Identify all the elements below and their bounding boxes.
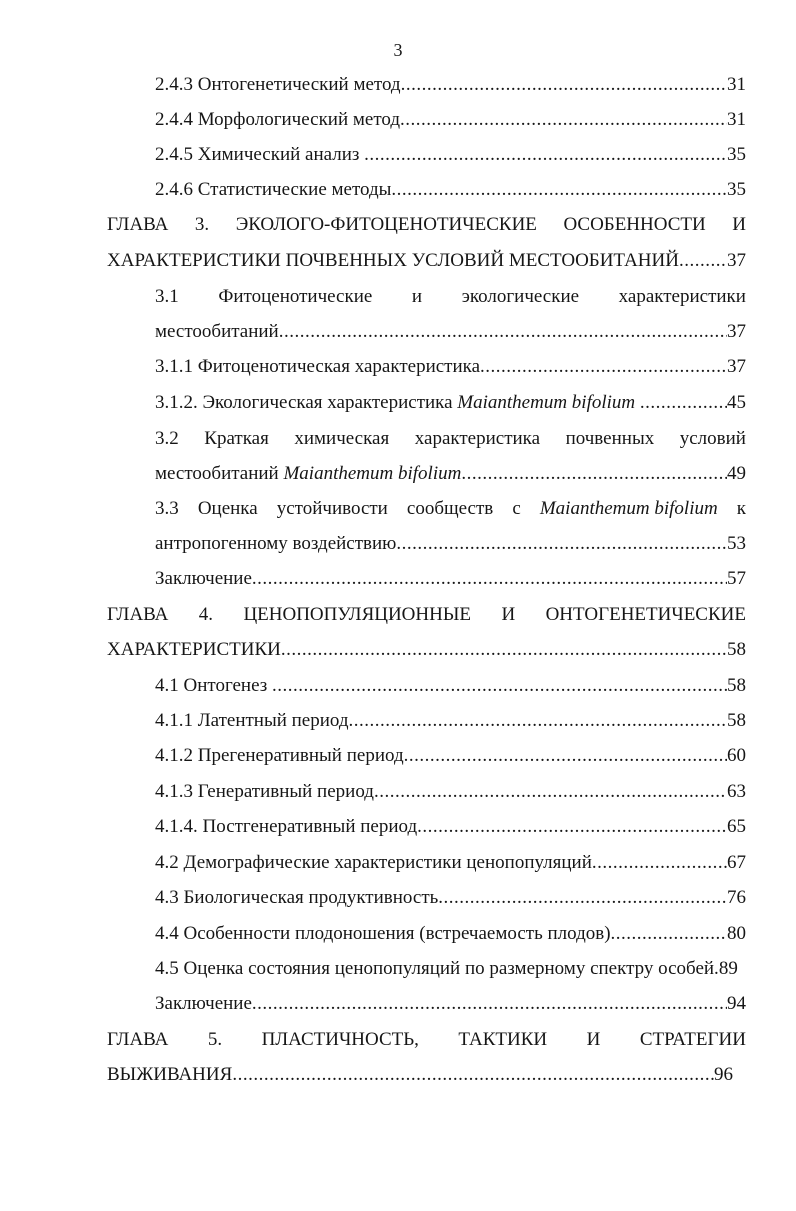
toc-chapter-4-continuation <box>107 637 746 663</box>
word: и <box>411 286 423 307</box>
dot-leader <box>640 390 727 416</box>
word: условий <box>679 428 746 449</box>
word: ОСОБЕННОСТИ <box>563 214 706 235</box>
toc-entry-page: 35 <box>727 144 746 165</box>
toc-entry-page: 58 <box>727 710 746 731</box>
word: И <box>586 1029 601 1050</box>
toc-entry-page: 80 <box>727 923 746 944</box>
toc-entry-title: 2.4.5 Химический анализ <box>155 144 365 165</box>
toc-entry-title: 4.3 Биологическая продуктивность <box>155 887 439 908</box>
word: 3.2 <box>155 428 179 449</box>
dot-leader <box>400 107 727 133</box>
toc-entry-2-4-5 <box>155 142 746 168</box>
toc-entry-4-4 <box>155 921 746 947</box>
species-name: Maianthemum bifolium <box>539 498 718 519</box>
word: 3.3 <box>155 498 179 519</box>
word: СТРАТЕГИИ <box>639 1029 746 1050</box>
dot-leader <box>461 461 727 487</box>
word: ЭКОЛОГО-ФИТОЦЕНОТИЧЕСКИЕ <box>235 214 537 235</box>
toc-entry-page: 31 <box>727 109 746 130</box>
dot-leader <box>281 637 727 663</box>
word: 3.1 <box>155 286 179 307</box>
toc-entry-3-1-2 <box>155 390 746 416</box>
toc-entry-3-2-continuation <box>155 461 746 487</box>
toc-entry-title: антропогенному воздействию <box>155 533 397 554</box>
toc-entry-title: 3.1.1 Фитоценотическая характеристика <box>155 356 481 377</box>
toc-entry-page: 45 <box>727 392 746 413</box>
word: почвенных <box>565 428 655 449</box>
toc-entry-3-1-continuation <box>155 319 746 345</box>
toc-entry-4-2 <box>155 850 746 876</box>
toc-entry-3-2 <box>155 426 746 452</box>
dot-leader <box>396 531 727 557</box>
toc-entry-page: 37 <box>727 356 746 377</box>
dot-leader <box>272 673 727 699</box>
toc-entry-title: 2.4.6 Статистические методы <box>155 179 392 200</box>
toc-entry-4-1 <box>155 673 746 699</box>
dot-leader <box>401 72 727 98</box>
species-name: Maianthemum bifolium <box>457 392 636 413</box>
word: Краткая <box>204 428 269 449</box>
toc-entry-page: 76 <box>727 887 746 908</box>
toc-entry-3-1-1 <box>155 354 746 380</box>
toc-entry-page: 96 <box>714 1064 733 1085</box>
toc-entry-title: 4.2 Демографические характеристики ценопопуляций <box>155 852 592 873</box>
toc-entry-3-3-continuation <box>155 531 746 557</box>
word: сообществ <box>406 498 494 519</box>
toc-entry-title: 4.1.3 Генеративный период <box>155 781 374 802</box>
word: И <box>732 214 746 235</box>
toc-entry-2-4-3 <box>155 72 746 98</box>
toc-entry-title: 4.1.4. Постгенеративный период <box>155 816 418 837</box>
toc-entry-title: 4.5 Оценка состояния ценопопуляций по размерному спектру особей. <box>155 958 719 979</box>
toc-entry-4-1-1 <box>155 708 746 734</box>
dot-leader <box>611 921 727 947</box>
toc-entry-page: 53 <box>727 533 746 554</box>
toc-entry-page: 57 <box>727 568 746 589</box>
word: ГЛАВА <box>107 604 169 625</box>
toc-entry-title: 2.4.4 Морфологический метод <box>155 109 401 130</box>
word: ПЛАСТИЧНОСТЬ, <box>261 1029 419 1050</box>
word: характеристика <box>414 428 541 449</box>
toc-entry-page: 58 <box>727 639 746 660</box>
toc-entry-page: 89 <box>718 958 738 979</box>
dot-leader <box>391 177 727 203</box>
toc-entry-page: 58 <box>727 675 746 696</box>
toc-entry-title: 4.1.1 Латентный период <box>155 710 349 731</box>
word: И <box>501 604 516 625</box>
toc-entry-title: местообитаний <box>155 321 279 342</box>
dot-leader <box>232 1062 714 1088</box>
word: ТАКТИКИ <box>458 1029 548 1050</box>
toc-entry-title: 3.1.2. Экологическая характеристика <box>155 392 458 413</box>
toc-entry-4-5 <box>155 956 746 982</box>
toc-entry-3-3 <box>155 496 746 522</box>
toc-entry-page: 67 <box>727 852 746 873</box>
toc-entry-title: 4.1.2 Прегенеративный период <box>155 745 404 766</box>
toc-entry-title: Заключение <box>155 993 252 1014</box>
dot-leader <box>349 708 727 734</box>
toc-chapter-4-heading <box>107 602 746 628</box>
toc-entry-title: 2.4.3 Онтогенетический метод <box>155 74 401 95</box>
toc-entry-title: ВЫЖИВАНИЯ <box>107 1064 233 1085</box>
toc-entry-title: 4.4 Особенности плодоношения (встречаемость плодов) <box>155 923 611 944</box>
toc-chapter-3-heading <box>107 212 746 238</box>
toc-chapter-3-continuation <box>107 248 746 274</box>
toc-entry-4-1-4 <box>155 814 746 840</box>
dot-leader <box>279 319 727 345</box>
word: ЦЕНОПОПУЛЯЦИОННЫЕ <box>243 604 472 625</box>
toc-chapter-5-continuation <box>107 1062 733 1088</box>
toc-entry-title: 4.1 Онтогенез <box>155 675 273 696</box>
toc-entry-title: Заключение <box>155 568 252 589</box>
toc-entry-page: 65 <box>727 816 746 837</box>
word: устойчивости <box>276 498 388 519</box>
dot-leader <box>252 566 727 592</box>
word: ГЛАВА <box>107 1029 169 1050</box>
dot-leader <box>374 779 727 805</box>
species-name: Maianthemum bifolium <box>283 463 462 484</box>
dot-leader <box>252 991 727 1017</box>
word: экологические <box>461 286 580 307</box>
page-number: 3 <box>393 40 403 60</box>
toc-entry-page: 31 <box>727 74 746 95</box>
word: с <box>512 498 521 519</box>
toc-entry-2-4-4 <box>155 107 746 133</box>
dot-leader <box>679 248 727 274</box>
word: химическая <box>294 428 390 449</box>
toc-entry-page: 63 <box>727 781 746 802</box>
word: ОНТОГЕНЕТИЧЕСКИЕ <box>545 604 746 625</box>
dot-leader <box>480 354 727 380</box>
word: 5. <box>207 1029 223 1050</box>
word: 3. <box>194 214 210 235</box>
toc-chapter-5-heading <box>107 1027 746 1053</box>
dot-leader <box>438 885 727 911</box>
toc-entry-page: 37 <box>727 250 746 271</box>
toc-entry-page: 37 <box>727 321 746 342</box>
toc-entry-page: 60 <box>727 745 746 766</box>
dot-leader <box>404 743 727 769</box>
toc-entry-title: ХАРАКТЕРИСТИКИ ПОЧВЕННЫХ УСЛОВИЙ МЕСТООБИТАНИЙ <box>107 250 679 271</box>
word: ГЛАВА <box>107 214 169 235</box>
dot-leader <box>417 814 727 840</box>
toc-entry-4-1-3 <box>155 779 746 805</box>
toc-entry-4-1-2 <box>155 743 746 769</box>
toc-entry-3-1 <box>155 284 746 310</box>
word: к <box>736 498 746 519</box>
word: Оценка <box>197 498 258 519</box>
word: характеристики <box>618 286 746 307</box>
dot-leader <box>364 142 727 168</box>
word: 4. <box>198 604 214 625</box>
toc-entry-page: 35 <box>727 179 746 200</box>
toc-entry-title: ХАРАКТЕРИСТИКИ <box>107 639 281 660</box>
toc-entry-4-3 <box>155 885 746 911</box>
toc-entry-conclusion-3 <box>155 566 746 592</box>
toc-entry-2-4-6 <box>155 177 746 203</box>
toc-entry-page: 49 <box>727 463 746 484</box>
toc-entry-title: местообитаний <box>155 463 284 484</box>
toc-entry-page: 94 <box>727 993 746 1014</box>
toc-entry-conclusion-4 <box>155 991 746 1017</box>
word: Фитоценотические <box>218 286 373 307</box>
dot-leader <box>592 850 727 876</box>
